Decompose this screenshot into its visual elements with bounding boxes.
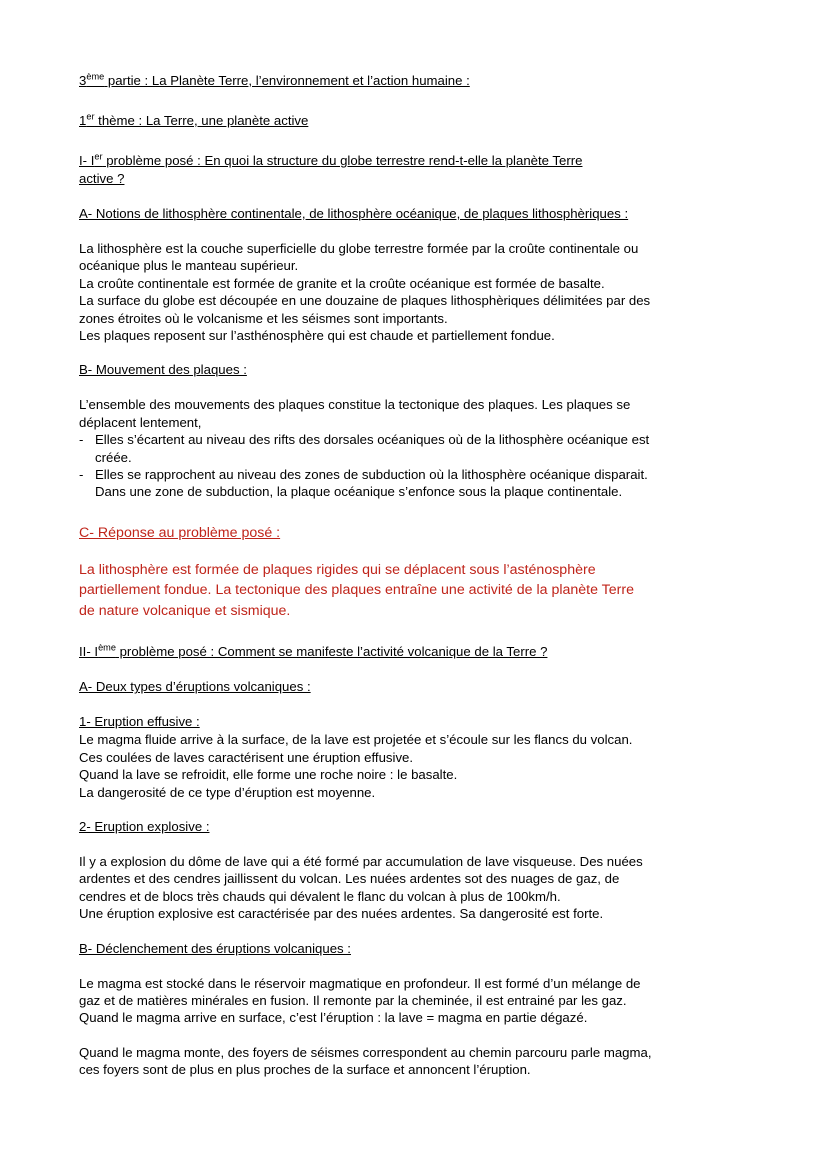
section-1a-heading — [79, 205, 747, 223]
section-1b-heading — [79, 361, 747, 379]
section-2b-line-2: gaz et de matières minérales en fusion. Il remonte par la cheminée, il est entrainé par les gaz. — [79, 993, 627, 1009]
section-2b-heading-text: B- Déclenchement des éruptions volcaniques : — [79, 940, 351, 956]
section-1c-heading — [79, 523, 747, 543]
list-item — [79, 431, 747, 466]
section-1a-line-1: La lithosphère est la couche superficielle du globe terrestre formée par la croûte continentale ou — [79, 241, 639, 256]
section-1a-paragraph — [79, 240, 747, 344]
section-1b-line-1: L’ensemble des mouvements des plaques constitue la tectonique des plaques. Les plaques se — [79, 397, 631, 413]
section-2b-heading — [79, 940, 747, 958]
document-title — [79, 72, 747, 90]
theme-heading-prefix: 1 — [79, 113, 87, 128]
bullet-2-line-1: Elles se rapprochent au niveau des zones de subduction où la lithosphère océanique disparait. — [95, 467, 648, 483]
section-2a1-line-1: Le magma fluide arrive à la surface, de la lave est projetée et s’écoule sur les flancs du volcan. — [79, 732, 633, 748]
theme-heading — [79, 112, 747, 130]
section-1a-line-3: La croûte continentale est formée de granite et la croûte océanique est formée de basalte. — [79, 275, 605, 291]
section-2-heading-prefix: II- I — [79, 644, 99, 660]
section-2-heading-rest: problème posé : Comment se manifeste l’activité volcanique de la Terre ? — [115, 644, 548, 660]
section-2-heading — [79, 643, 747, 661]
section-2-heading-superscript: ème — [98, 642, 116, 653]
section-2b-line-1: Le magma est stocké dans le réservoir magmatique en profondeur. Il est formé d’un mélange de — [79, 975, 641, 991]
bullet-1-line-1: Elles s’écartent au niveau des rifts des dorsales océaniques où de la lithosphère océanique est — [95, 432, 650, 448]
bullet-1-line-2: créée. — [95, 449, 132, 465]
section-2b2-line-1: Quand le magma monte, des foyers de séismes correspondent au chemin parcouru parle magma, — [79, 1044, 652, 1060]
section-1-heading — [79, 152, 747, 188]
bullet-2-line-2: Dans une zone de subduction, la plaque océanique s’enfonce sous la plaque continentale. — [95, 484, 623, 500]
list-item — [79, 466, 747, 501]
section-1c-paragraph — [79, 560, 747, 622]
section-2a1-line-2: Ces coulées de laves caractérisent une éruption effusive. — [79, 749, 414, 765]
section-2a1-paragraph — [79, 731, 747, 801]
section-2a-heading — [79, 678, 747, 696]
section-2a1-line-3: Quand la lave se refroidit, elle forme une roche noire : le basalte. — [79, 767, 458, 783]
theme-heading-rest: thème : La Terre, une planète active — [94, 113, 309, 128]
section-1-heading-prefix: I- I — [79, 153, 95, 168]
section-1a-line-4: La surface du globe est découpée en une douzaine de plaques lithosphèriques délimitées par des — [79, 293, 651, 309]
section-2a-heading-text: A- Deux types d’éruptions volcaniques : — [79, 679, 311, 695]
section-2a2-line-2: ardentes et des cendres jaillissent du volcan. Les nuées ardentes sot des nuages de gaz, de — [79, 871, 620, 887]
section-1b-line-2: déplacent lentement, — [79, 414, 202, 430]
section-1c-line-1: La lithosphère est formée de plaques rigides qui se déplacent sous l’asténosphère — [79, 561, 596, 578]
theme-heading-superscript: er — [86, 111, 95, 122]
document-title-superscript: ème — [86, 71, 105, 82]
section-1b-heading-text: B- Mouvement des plaques : — [79, 362, 247, 378]
section-1-heading-line2: active ? — [79, 171, 125, 186]
section-1c-line-2: partiellement fondue. La tectonique des plaques entraîne une activité de la planète Terre — [79, 582, 635, 599]
document-body — [79, 72, 747, 1079]
section-1b-paragraph — [79, 396, 747, 431]
document-title-rest: partie : La Planète Terre, l’environnement et l’action humaine : — [104, 73, 470, 88]
section-2a2-line-1: Il y a explosion du dôme de lave qui a été formé par accumulation de lave visqueuse. Des nuées — [79, 854, 643, 869]
section-2a2-heading-text: 2- Eruption explosive : — [79, 819, 210, 834]
section-1a-line-5: zones étroites où le volcanisme et les séismes sont importants. — [79, 310, 448, 326]
document-title-prefix: 3 — [79, 73, 87, 88]
bullet-dash-icon: - — [79, 467, 84, 483]
section-2a2-line-3: cendres et de blocs très chauds qui dévalent le flanc du volcan à plus de 100km/h. — [79, 888, 561, 904]
section-2b-line-3: Quand le magma arrive en surface, c’est l’éruption : la lave = magma en partie dégazé. — [79, 1010, 588, 1026]
section-1c-line-3: de nature volcanique et sismique. — [79, 602, 291, 619]
section-1-heading-rest: problème posé : En quoi la structure du globe terrestre rend-t-elle la planète Terre — [102, 153, 583, 168]
section-2b-paragraph-2 — [79, 1044, 747, 1079]
section-2a1-heading-text: 1- Eruption effusive : — [79, 714, 200, 730]
section-1a-heading-text: A- Notions de lithosphère continentale, de lithosphère océanique, de plaques lithosphèriques : — [79, 206, 629, 221]
bullet-dash-icon: - — [79, 432, 84, 448]
section-2b-paragraph — [79, 975, 747, 1027]
section-1a-line-6: Les plaques reposent sur l’asthénosphère qui est chaude et partiellement fondue. — [79, 328, 555, 344]
section-2a2-paragraph — [79, 853, 747, 923]
section-1-heading-superscript: er — [94, 151, 103, 162]
section-2a2-line-4: Une éruption explosive est caractérisée par des nuées ardentes. Sa dangerosité est forte. — [79, 906, 604, 922]
section-1b-bullet-list — [79, 431, 747, 501]
section-1a-line-2: océanique plus le manteau supérieur. — [79, 258, 299, 274]
section-2b2-line-2: ces foyers sont de plus en plus proches de la surface et annoncent l’éruption. — [79, 1062, 531, 1078]
section-2a1-line-4: La dangerosité de ce type d’éruption est moyenne. — [79, 784, 376, 800]
section-1c-heading-text: C- Réponse au problème posé : — [79, 524, 281, 541]
section-2a2-heading — [79, 818, 747, 836]
section-2a1-heading — [79, 713, 747, 731]
